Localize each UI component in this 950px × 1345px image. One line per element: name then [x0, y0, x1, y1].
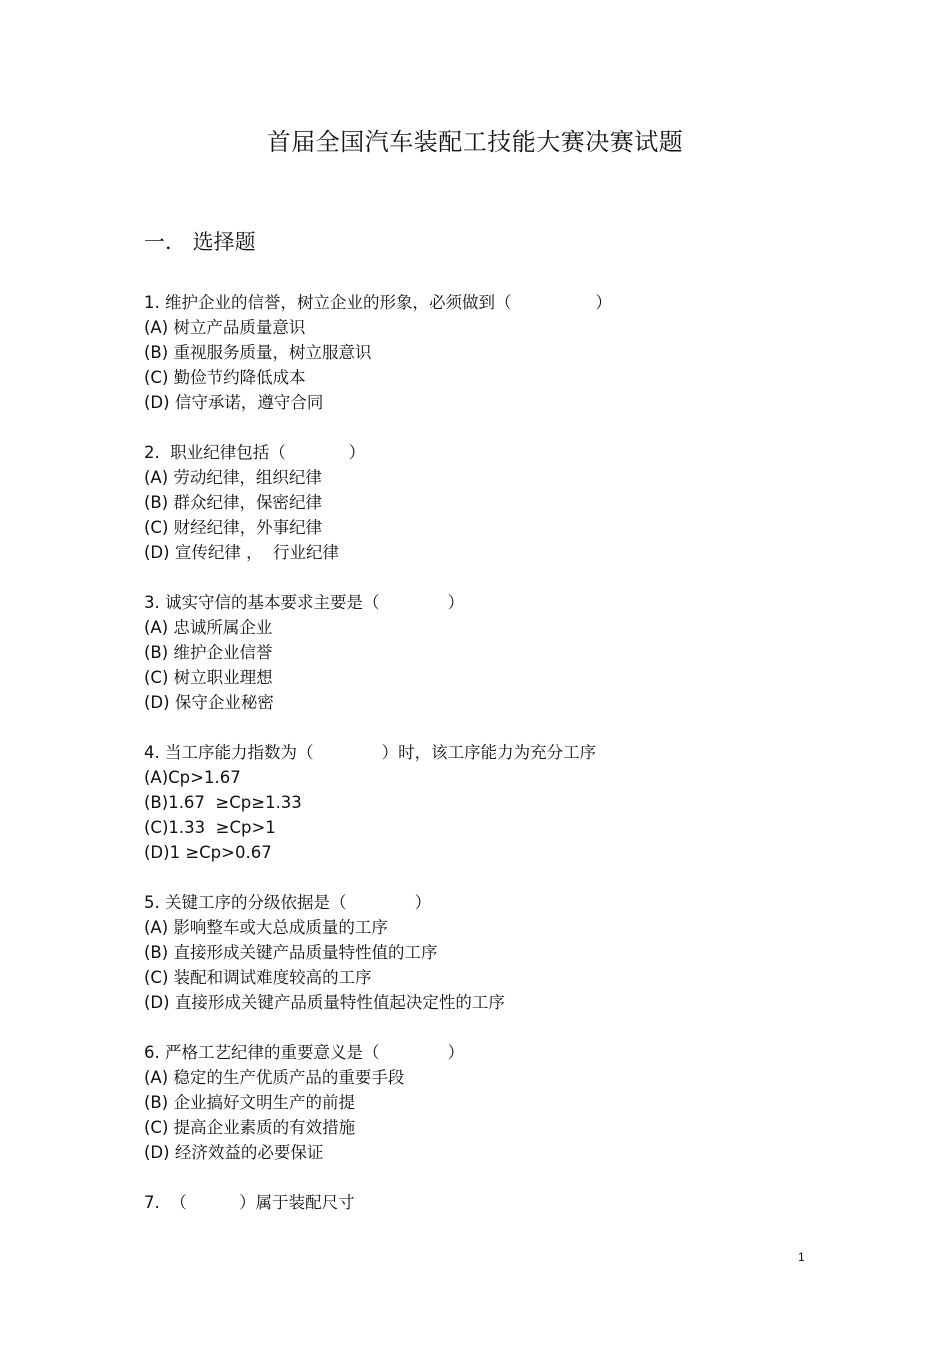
question-stem: 2. 职业纪律包括（ ） — [144, 443, 366, 462]
question-stem: 5. 关键工序的分级依据是（ ） — [144, 893, 432, 912]
option-b: (B)1.67 ≥Cp≥1.33 — [144, 793, 302, 812]
option-a: (A) 树立产品质量意识 — [144, 318, 306, 337]
option-a: (A) 劳动纪律，组织纪律 — [144, 468, 322, 487]
page-title: 首届全国汽车装配工技能大赛决赛试题 — [266, 128, 684, 156]
option-c: (C) 装配和调试难度较高的工序 — [144, 968, 372, 987]
option-b: (B) 直接形成关键产品质量特性值的工序 — [144, 943, 438, 962]
option-b: (B) 维护企业信誉 — [144, 643, 273, 662]
option-a: (A)Cp>1.67 — [144, 768, 241, 787]
question-list — [144, 290, 844, 1240]
option-b: (B) 群众纪律，保密纪律 — [144, 493, 322, 512]
option-d: (D) 信守承诺，遵守合同 — [144, 393, 324, 412]
question-3 — [144, 590, 844, 715]
option-d: (D) 保守企业秘密 — [144, 693, 274, 712]
question-stem: 1. 维护企业的信誉，树立企业的形象，必须做到（ ） — [144, 293, 612, 312]
option-b: (B) 企业搞好文明生产的前提 — [144, 1093, 355, 1112]
option-a: (A) 影响整车或大总成质量的工序 — [144, 918, 388, 937]
option-c: (C) 财经纪律，外事纪律 — [144, 518, 323, 537]
option-a: (A) 稳定的生产优质产品的重要手段 — [144, 1068, 405, 1087]
question-stem: 7. （ ）属于装配尺寸 — [144, 1193, 355, 1212]
option-d: (D) 直接形成关键产品质量特性值起决定性的工序 — [144, 993, 505, 1012]
question-stem: 4. 当工序能力指数为（ ）时，该工序能力为充分工序 — [144, 743, 597, 762]
question-2 — [144, 440, 844, 565]
option-d: (D) 经济效益的必要保证 — [144, 1143, 324, 1162]
question-5 — [144, 890, 844, 1015]
option-b: (B) 重视服务质量，树立服意识 — [144, 343, 372, 362]
page-number: 1 — [798, 1250, 805, 1264]
option-c: (C) 勤俭节约降低成本 — [144, 368, 306, 387]
section-heading: 一． 选择题 — [144, 230, 256, 254]
question-1 — [144, 290, 844, 415]
question-6 — [144, 1040, 844, 1165]
option-c: (C) 树立职业理想 — [144, 668, 273, 687]
option-d: (D)1 ≥Cp>0.67 — [144, 843, 272, 862]
option-c: (C)1.33 ≥Cp>1 — [144, 818, 276, 837]
option-d: (D) 宣传纪律 ， 行业纪律 — [144, 543, 340, 562]
option-c: (C) 提高企业素质的有效措施 — [144, 1118, 356, 1137]
option-a: (A) 忠诚所属企业 — [144, 618, 273, 637]
question-7 — [144, 1190, 844, 1215]
question-4 — [144, 740, 844, 865]
question-stem: 6. 严格工艺纪律的重要意义是（ ） — [144, 1043, 465, 1062]
question-stem: 3. 诚实守信的基本要求主要是（ ） — [144, 593, 465, 612]
